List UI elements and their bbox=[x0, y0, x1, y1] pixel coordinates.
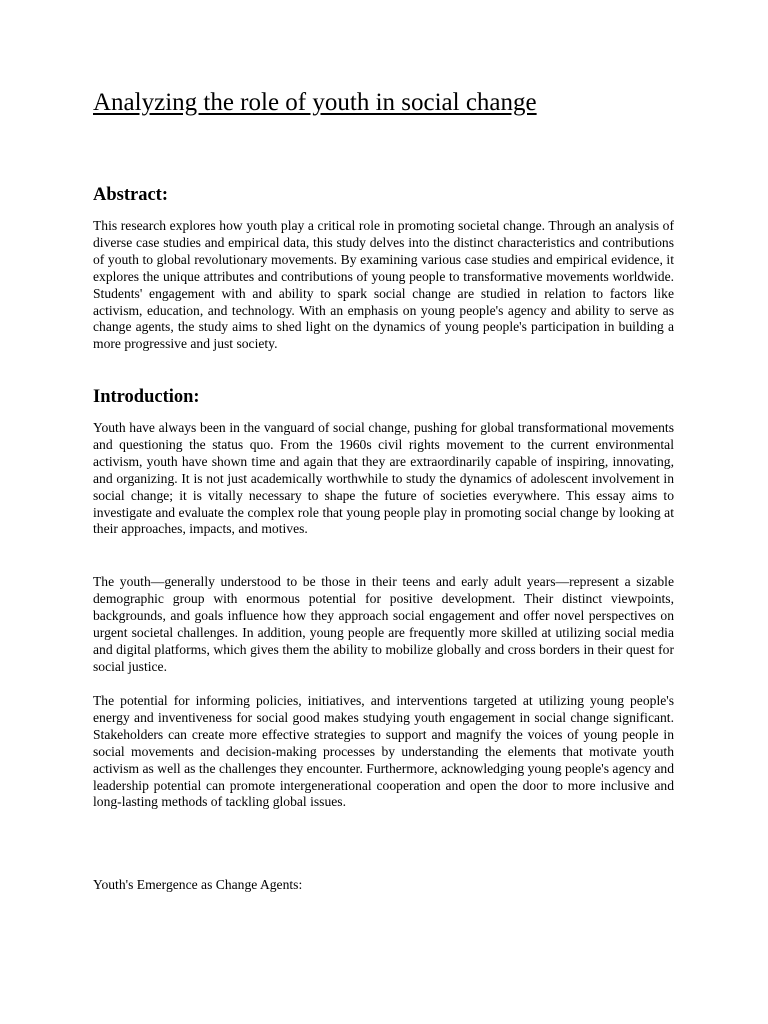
abstract-paragraph: This research explores how youth play a critical role in promoting societal change. Through an analysis of diverse case studies and empirical data, this study delves into the distinct characteristics and contributions of youth to global revolutionary movements. By examining various case studies and empirical evidence, it explores the unique attributes and contributions of young people to transformative movements worldwide. Students' engagement with and ability to spark social change are studied in relation to factors like activism, education, and technology. With an emphasis on young people's agency and ability to serve as change agents, the study aims to shed light on the dynamics of young people's participation in building a more progressive and just society. bbox=[93, 218, 674, 352]
introduction-paragraph-1: Youth have always been in the vanguard of social change, pushing for global transformational movements and questioning the status quo. From the 1960s civil rights movement to the current environmental activism, youth have shown time and again that they are extraordinarily capable of inspiring, innovating, and organizing. It is not just academically worthwhile to study the dynamics of adolescent involvement in social change; it is vitally necessary to shape the future of societies everywhere. This essay aims to investigate and evaluate the complex role that young people play in promoting social change by looking at their approaches, impacts, and motives. bbox=[93, 420, 674, 537]
introduction-paragraph-2: The youth—generally understood to be those in their teens and early adult years—represent a sizable demographic group with enormous potential for positive development. Their distinct viewpoints, backgrounds, and goals influence how they approach social engagement and offer novel perspectives on urgent societal challenges. In addition, young people are frequently more skilled at utilizing social media and digital platforms, which gives them the ability to mobilize globally and cross borders in their quest for social justice. bbox=[93, 574, 674, 674]
introduction-heading: Introduction: bbox=[93, 387, 200, 407]
section-subheading: Youth's Emergence as Change Agents: bbox=[93, 877, 303, 892]
document-title: Analyzing the role of youth in social change bbox=[93, 89, 537, 116]
introduction-paragraph-3: The potential for informing policies, initiatives, and interventions targeted at utilizing young people's energy and inventiveness for social good makes studying youth engagement in social change significant. Stakeholders can create more effective strategies to support and magnify the voices of young people in social movements and decision-making processes by understanding the elements that motivate youth activism as well as the challenges they encounter. Furthermore, acknowledging young people's agency and leadership potential can promote intergenerational cooperation and open the door to more inclusive and long-lasting methods of tackling global issues. bbox=[93, 693, 674, 810]
abstract-heading: Abstract: bbox=[93, 185, 169, 205]
